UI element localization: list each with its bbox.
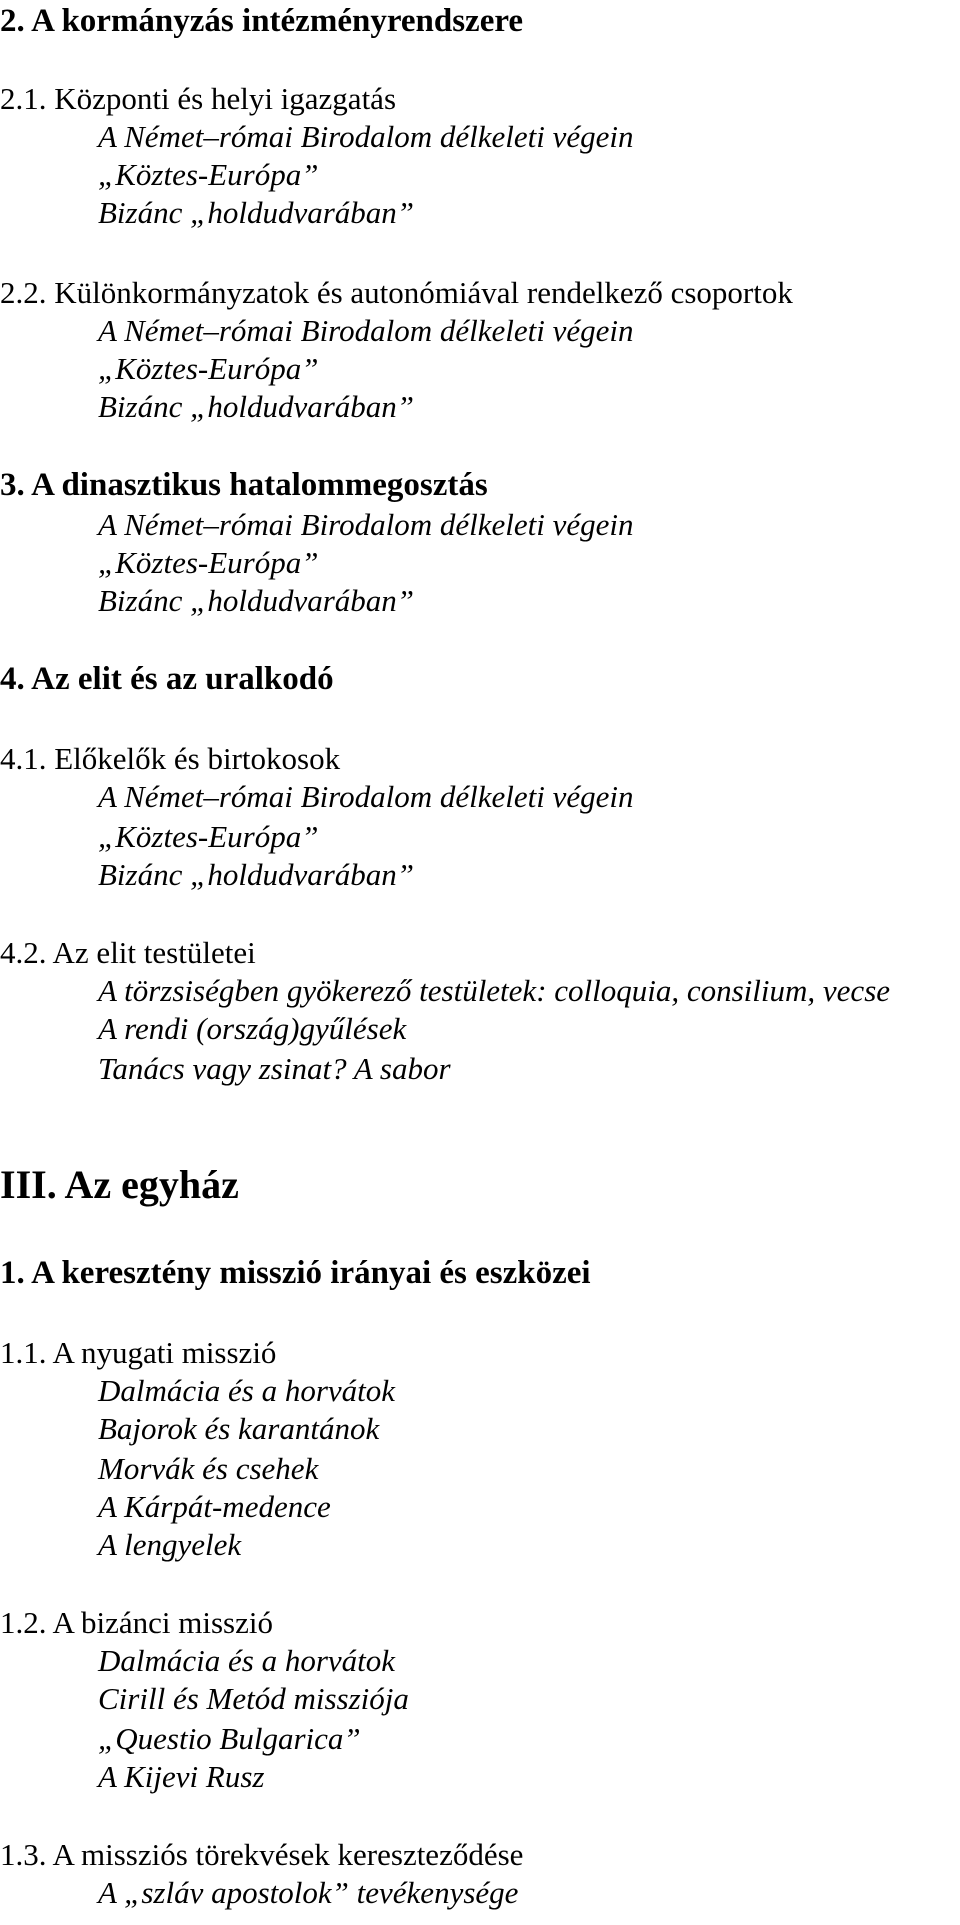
outline-item: Bizánc „holdudvarában” bbox=[98, 583, 415, 618]
subsection-heading: 1.1. A nyugati misszió bbox=[0, 1335, 277, 1370]
outline-item: Bizánc „holdudvarában” bbox=[98, 389, 415, 424]
outline-item: Bizánc „holdudvarában” bbox=[98, 195, 415, 230]
outline-item: Bajorok és karantánok bbox=[98, 1411, 380, 1446]
section-heading: 4. Az elit és az uralkodó bbox=[0, 661, 334, 697]
outline-item: „Questio Bulgarica” bbox=[98, 1721, 361, 1756]
outline-item: A lengyelek bbox=[98, 1527, 242, 1562]
outline-item: A Német–római Birodalom délkeleti végein bbox=[98, 313, 634, 348]
subsection-heading: 1.3. A missziós törekvések kereszteződése bbox=[0, 1837, 524, 1872]
section-heading: 3. A dinasztikus hatalommegosztás bbox=[0, 467, 488, 503]
outline-item: A rendi (ország)gyűlések bbox=[98, 1011, 407, 1046]
outline-item: A Német–római Birodalom délkeleti végein bbox=[98, 119, 634, 154]
outline-item: Dalmácia és a horvátok bbox=[98, 1643, 396, 1678]
outline-item: „Köztes-Európa” bbox=[98, 819, 319, 854]
outline-item: Tanács vagy zsinat? A sabor bbox=[98, 1051, 451, 1086]
outline-item: Cirill és Metód missziója bbox=[98, 1681, 409, 1716]
subsection-heading: 2.1. Központi és helyi igazgatás bbox=[0, 81, 397, 116]
subsection-heading: 2.2. Különkormányzatok és autonómiával rendelkező csoportok bbox=[0, 275, 793, 310]
section-heading: 1. A keresztény misszió irányai és eszközei bbox=[0, 1255, 591, 1291]
outline-item: „Köztes-Európa” bbox=[98, 351, 319, 386]
outline-item: Bizánc „holdudvarában” bbox=[98, 857, 415, 892]
outline-item: „Köztes-Európa” bbox=[98, 157, 319, 192]
subsection-heading: 1.2. A bizánci misszió bbox=[0, 1605, 273, 1640]
outline-item: „Köztes-Európa” bbox=[98, 545, 319, 580]
subsection-heading: 4.1. Előkelők és birtokosok bbox=[0, 741, 341, 776]
section-heading: 2. A kormányzás intézményrendszere bbox=[0, 3, 524, 39]
outline-item: A „szláv apostolok” tevékenysége bbox=[98, 1875, 519, 1910]
outline-item: Morvák és csehek bbox=[98, 1451, 319, 1486]
outline-item: A Kijevi Rusz bbox=[98, 1759, 265, 1794]
subsection-heading: 4.2. Az elit testületei bbox=[0, 935, 256, 970]
outline-item: A Német–római Birodalom délkeleti végein bbox=[98, 779, 634, 814]
outline-item: Dalmácia és a horvátok bbox=[98, 1373, 396, 1408]
outline-item: A Kárpát-medence bbox=[98, 1489, 331, 1524]
outline-item: A Német–római Birodalom délkeleti végein bbox=[98, 507, 634, 542]
chapter-heading: III. Az egyház bbox=[0, 1162, 239, 1207]
outline-item: A törzsiségben gyökerező testületek: colloquia, consilium, vecse bbox=[98, 973, 891, 1008]
